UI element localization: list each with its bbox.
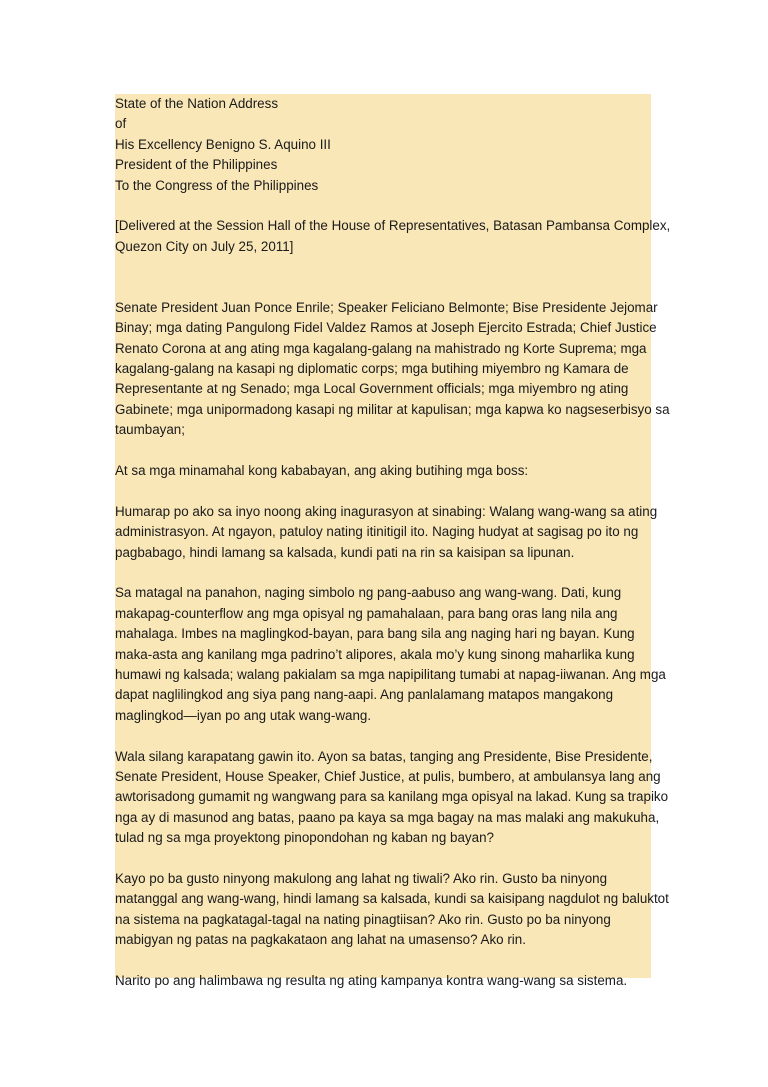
body-line: Sa matagal na panahon, naging simbolo ng pang-aabuso ang wang-wang. Dati, kung: [115, 585, 622, 601]
body-line: maglingkod—iyan po ang utak wang-wang.: [115, 707, 372, 723]
body-line: Humarap po ako sa inyo noong aking inagurasyon at sinabing: Walang wang-wang sa ating: [115, 503, 658, 519]
body-line: Narito po ang halimbawa ng resulta ng ating kampanya kontra wang-wang sa sistema.: [115, 972, 628, 988]
body-line: awtorisadong gumamit ng wangwang para sa kanilang mga opisyal na lakad. Kung sa trapiko: [115, 789, 669, 805]
salutation-line: Senate President Juan Ponce Enrile; Speaker Feliciano Belmonte; Bise Presidente Jejomar: [115, 299, 658, 315]
paragraph-spacer: [115, 950, 651, 970]
body-line: makapag-counterflow ang mga opisyal ng pamahalaan, para bang oras lang nila ang: [115, 605, 618, 621]
paragraph-spacer: [115, 196, 651, 216]
header-audience: To the Congress of the Philippines: [115, 177, 319, 193]
header-of: of: [115, 116, 127, 132]
greeting-line: At sa mga minamahal kong kababayan, ang aking butihing mga boss:: [115, 463, 529, 479]
salutation-paragraph: [115, 298, 670, 441]
delivery-note-line: Quezon City on July 25, 2011]: [115, 238, 294, 254]
salutation-line: Binay; mga dating Pangulong Fidel Valdez Ramos at Joseph Ejercito Estrada; Chief Justice: [115, 320, 657, 336]
salutation-line: Gabinete; mga unipormadong kasapi ng militar at kapulisan; mga kapwa ko nagseserbisyo sa: [115, 401, 670, 417]
paragraph-spacer: [115, 563, 651, 583]
header-position: President of the Philippines: [115, 157, 278, 173]
body-line: pagbabago, hindi lamang sa kalsada, kundi pati na rin sa kaisipan sa lipunan.: [115, 544, 575, 560]
body-paragraph-3: [115, 747, 669, 849]
speech-header: [115, 94, 651, 196]
body-paragraph-1: [115, 502, 658, 563]
body-line: Senate President, House Speaker, Chief Justice, at pulis, bumbero, at ambulansya lang ang: [115, 768, 661, 784]
speech-text-block: [115, 94, 671, 988]
salutation-line: Representante at ng Senado; mga Local Government officials; mga miyembro ng ating: [115, 381, 629, 397]
delivery-note: [115, 216, 671, 257]
body-line: Wala silang karapatang gawin ito. Ayon sa batas, tanging ang Presidente, Bise Presidente,: [115, 748, 653, 764]
salutation-line: Renato Corona at ang ating mga kagalang-galang na mahistrado ng Korte Suprema; mga: [115, 340, 647, 356]
greeting-paragraph: [115, 461, 651, 481]
body-paragraph-5: [115, 971, 651, 991]
salutation-line: kagalang-galang na kasapi ng diplomatic corps; mga butihing miyembro ng Kamara de: [115, 361, 629, 377]
body-line: mabigyan ng patas na pagkakataon ang lahat na umasenso? Ako rin.: [115, 932, 526, 948]
body-line: humawi ng kalsada; walang pakialam sa mga napipilitang tumabi at napag-iiwanan. Ang mga: [115, 666, 666, 682]
delivery-note-line: [Delivered at the Session Hall of the House of Representatives, Batasan Pambansa Complex,: [115, 218, 671, 234]
body-line: na sistema na pagkatagal-tagal na nating pinagtiisan? Ako rin. Gusto po ba ninyong: [115, 911, 611, 927]
body-paragraph-2: [115, 583, 666, 726]
paragraph-spacer: [115, 441, 651, 461]
body-line: dapat naglilingkod ang siya pang nang-aapi. Ang panlalamang matapos mangakong: [115, 687, 614, 703]
body-line: Kayo po ba gusto ninyong makulong ang lahat ng tiwali? Ako rin. Gusto ba ninyong: [115, 870, 608, 886]
body-line: tulad ng sa mga proyektong pinopondohan ng kaban ng bayan?: [115, 830, 494, 846]
paragraph-spacer: [115, 257, 651, 298]
salutation-line: taumbayan;: [115, 422, 185, 438]
paragraph-spacer: [115, 726, 651, 746]
header-speaker: His Excellency Benigno S. Aquino III: [115, 136, 331, 152]
body-line: mahalaga. Imbes na maglingkod-bayan, para bang sila ang naging hari ng bayan. Kung: [115, 626, 635, 642]
paragraph-spacer: [115, 848, 651, 868]
body-paragraph-4: [115, 869, 669, 951]
body-line: administrasyon. At ngayon, patuloy nating itinitigil ito. Naging hudyat at sagisag po ito ng: [115, 524, 639, 540]
paragraph-spacer: [115, 481, 651, 501]
body-line: matanggal ang wang-wang, hindi lamang sa kalsada, kundi sa kaisipang nagdulot ng baluktot: [115, 891, 669, 907]
body-line: nga ay di masunod ang batas, paano pa kaya sa mga bagay na mas malaki ang makukuha,: [115, 809, 660, 825]
header-title: State of the Nation Address: [115, 96, 279, 111]
body-line: maka-asta ang kanilang mga padrino’t alipores, akala mo’y kung sinong maharlika kung: [115, 646, 635, 662]
